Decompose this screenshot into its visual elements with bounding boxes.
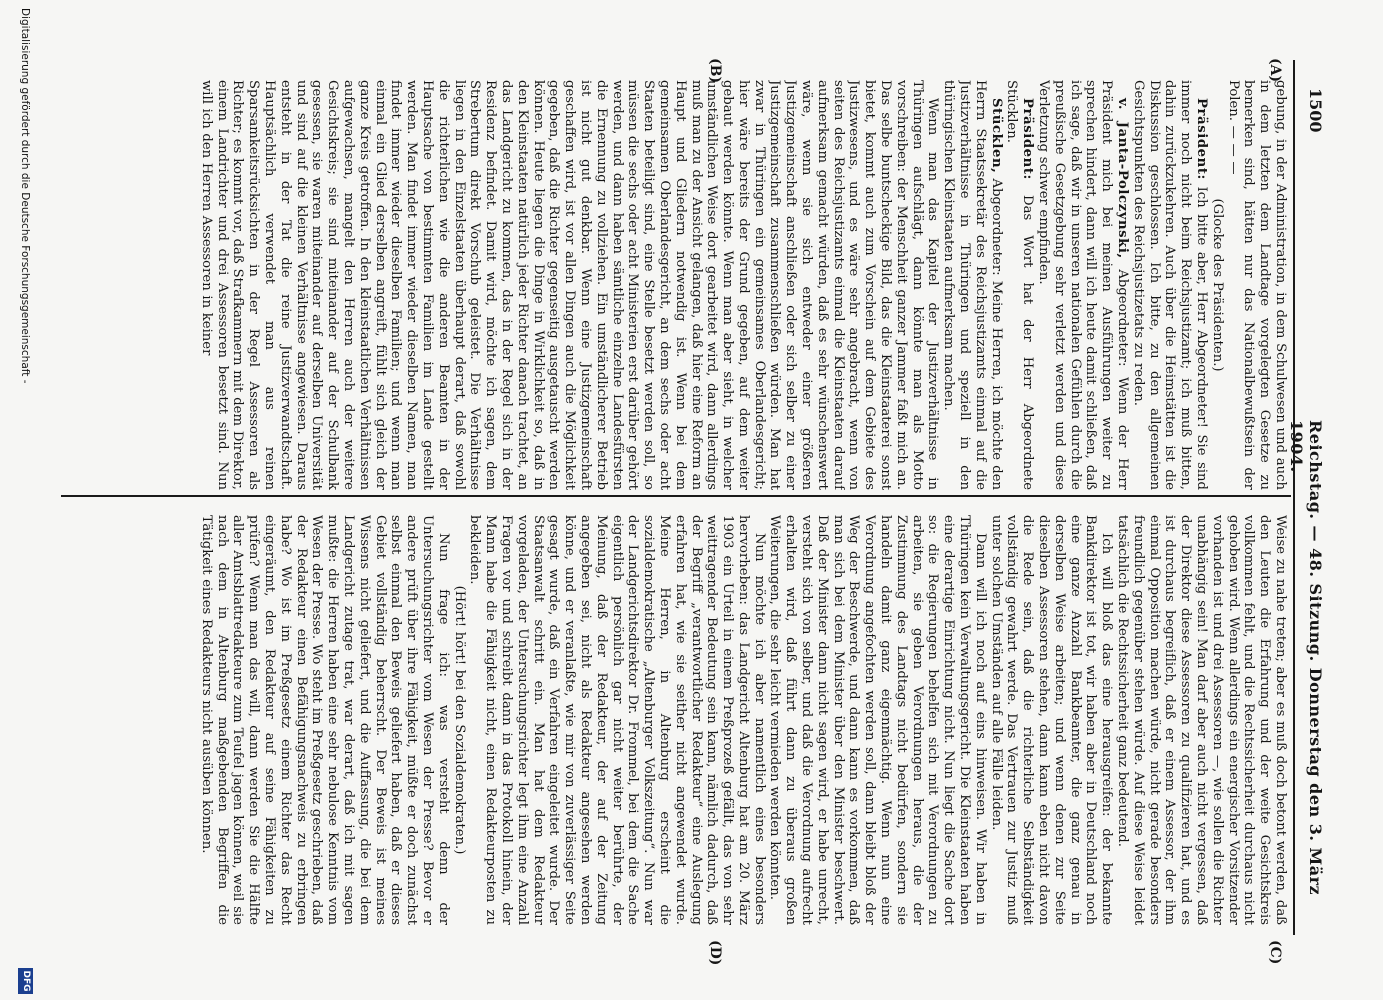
speech-paragraph [940, 80, 1003, 490]
speech-text: Das Wort hat der Herr Abgeordnete Stücklen. [1004, 80, 1036, 490]
right-text-column [63, 515, 1288, 925]
speech-text: Abgeordneter: Meine Herren, ich möchte den Herrn Staatssekretär des Reichsjustizamts einmal auf die Justizverhältnisse in Thüringen und speziell in den thüringischen Kleinstaaten aufmerksam machen. [941, 80, 1004, 490]
paragraph: gebung, in der Administration, in dem Schulwesen und auch in dem letzten dem Landtage vorgelegten Gesetze zu bemerken sind, hätten nur das Nationalbewußtsein der Polen. — — — [1225, 80, 1288, 490]
stage-direction: (Hört! hört! bei den Sozialdemokraten.) [451, 585, 467, 855]
header-rule [1293, 60, 1295, 935]
speech-paragraph [1004, 80, 1036, 490]
margin-marker-b: (B) [707, 58, 723, 84]
speech-text: Abgeordneter: Wenn der Herr Präsident mich bei meinen Ausführungen weiter zu sprechen hindert, dann will ich heute damit schließen, daß ich sage, daß wir in unseren nationalen Gefühlen durch die preußische Gesetzgebung sehr verletzt werden und diese Verletzung schwer empfinden. [1036, 80, 1131, 490]
speaker-name: Präsident: [1020, 98, 1036, 181]
page-header [1287, 60, 1325, 930]
speaker-name: Stücklen, [988, 98, 1004, 174]
margin-marker-d: (D) [707, 940, 723, 966]
dfg-logo: DFG [18, 968, 33, 994]
margin-marker-a: (A) [1267, 58, 1283, 83]
paragraph: Dann will ich noch auf eins hinweisen. Wir haben in Thüringen kein Verwaltungsgericht. Die Kleinstaaten haben eine derartige Einrichtung nicht. Nun liegt die Sache dort so: die Regierungen behelfen sich mit Verordnungen zu arbeiten, sie geben Verordnungen heraus, die der Zustimmung des Landtags nicht bedürfen, sondern sie handeln damit ganz eigenmächtig. Wenn nun eine Verordnung angefochten werden soll, dann bleibt bloß der Weg der Beschwerde, und dann kann es vorkommen, daß man sich bei dem Minister über den Minister beschwert. Daß der Minister dann nicht sagen wird, er habe unrecht, versteht sich von selber, und daß die Verordnung aufrecht erhalten wird, daß führt dann zu überaus großen Weiterungen, die sehr leicht vermieden werden könnten. [767, 515, 988, 925]
page-number: 1500 [1306, 88, 1325, 133]
stage-direction: (Glocke des Präsidenten.) [1209, 198, 1225, 372]
paragraph: Nun möchte ich aber namentlich eines besonders hervorheben: das Landgericht Altenburg hat am 20. März 1903 ein Urteil in einem Preßprozeß gefällt, das von sehr weittragender Bedeutung sein kann, nämlich dadurch, daß der Begriff „verantwortlicher Redakteur“ eine Auslegung erfahren hat, wie sie seither nicht angewendet wurde. Meine Herren, in Altenburg erscheint die sozialdemokratische „Altenburger Volkszeitung“. Nun war der Landgerichtsdirektor Dr. Frommel, bei dem die Sache eigentlich persönlich gar nicht weiter berührte, der Meinung, daß der Redakteur, der auf der Zeitung angegeben sei, nicht als Redakteur angesehen werden könne, und er veranlaßte, wie mir von zuverlässiger Seite gesagt wurde, daß ein Verfahren eingeleitet wurde. Der Staatsanwalt schritt ein. Man hat dem Redakteur vorgeladen, der Untersuchungsrichter legt ihm eine Anzahl Fragen vor und schreibt dann in das Protokoll hinein, der Mann habe die Fähigkeit nicht, einen Redakteurposten zu bekleiden. [467, 515, 767, 925]
column-divider [61, 495, 1291, 497]
left-text-column [63, 80, 1288, 490]
paragraph: Nun frage ich: was versteht denn der Untersuchungsrichter vom Wesen der Presse? Bevor er andere prüft über ihre Fähigkeit, müßte er doch zunächst selbst einmal den Beweis geliefert haben, daß er dieses Gebiet vollständig beherrscht. Der Beweis ist meines Wissens nicht geliefert, und die Auffassung, die bei dem Landgericht zutage trat, war derart, daß ich mit sagen mußte: die Herren haben eine sehr nebulose Kenntnis vom Wesen der Presse. Wo steht im Preßgesetz geschrieben, daß der Redakteur einen Befähigungsnachweis zu erbringen habe? Wo ist im Preßgesetz einem Richter das Recht eingeräumt, den Redakteur auf seine Fähigkeiten zu prüfen? Wenn man das will, dann werden Sie die Hälfte aller Amtsblattredakteure zum Teufel jagen können, weil sie nach dem in Altenburg maßgebenden Begriffen die Tätigkeit eines Redakteurs nicht ausüben können. [198, 515, 451, 925]
speech-paragraph [1130, 80, 1209, 490]
paragraph: Weise zu nahe treten; aber es muß doch betont werden, daß den Leuten die Erfahrung und der weite Gesichtskreis vollkommen fehlt, und die Rechtssicherheit durchaus nicht gehoben wird. Wenn allerdings ein energischer Vorsitzender vorhanden ist und drei Assessoren —, wie sollen die Richter unabhängig sein! Man darf aber auch nicht vergessen, daß der Direktor diese Assessoren zu qualifizieren hat, und es ist durchaus begreiflich, daß er einem Assessor, der ihm einmal Opposition machen würde, nicht gerade besonders freundlich gegenüber stehen würde. Auf diese Weise leidet tatsächlich die Rechtssicherheit ganz bedeutend. [1115, 515, 1288, 925]
speech-text: Ich bitte aber, Herr Abgeordneter! Sie sind immer noch nicht beim Reichsjustizamt; ich muß bitten, dahin zurückzukehren. Auch über die Heimstätten ist die Diskussion geschlossen. Ich bitte, zu den allgemeinen Gesichtspunkten des Reichsjustizetats zu reden. [1130, 80, 1210, 490]
speaker-name: Präsident: [1194, 98, 1210, 181]
page-footer [11, 0, 35, 1000]
margin-marker-c: (C) [1267, 940, 1283, 965]
page-title: Reichstag. — 48. Sitzung. Donnerstag den 3. März 1904. [1287, 420, 1325, 896]
paragraph: Wenn man das Kapitel der Justizverhältnisse in Thüringen aufschlägt, dann könnte man als Motto vorschreiben: der Menschheit ganzer Jammer faßt mich an. Das selbe buntscheckige Bild, das die Kleinstaaterei sonst bietet, kommt auch zum Vorschein auf dem Gebiete des Justizwesens, und es wäre sehr angebracht, wenn von seiten des Reichsjustizamts einmal die Kleinstaaten darauf aufmerksam gemacht würden, daß es sehr wünschenswert wäre, wenn sie sich entweder einer größeren Justizgemeinschaft anschließen oder sich selber zu einer Justizgemeinschaft zusammenschließen würden. Man hat zwar in Thüringen ein gemeinsames Oberlandesgericht; hier wäre bereits der Grund gegeben, auf dem weiter gebaut werden könnte. Wenn man aber sieht, in welcher umständlichen Weise dort gearbeitet wird, dann allerdings muß man zu der Ansicht gelangen, daß hier eine Reform an Haupt und Gliedern notwendig ist. Wenn bei dem gemeinsamen Oberlandesgericht, an dem sechs oder acht Staaten beteiligt sind, eine Stelle besetzt werden soll, so müssen die sechs oder acht Ministerien erst darüber gehört werden, und dann haben sämtliche einzelne Landesfürsten die Ernennung zu vollziehen. Ein umständlicherer Betrieb ist nicht gut denkbar. Wenn eine Justizgemeinschaft geschaffen wird, ist vor allen Dingen auch die Möglichkeit gegeben, daß die Richter gegenseitig ausgetauscht werden können. Heute liegen die Dinge in Wirklichkeit so, daß in den Kleinstaaten natürlich jeder Richter danach trachtet, an das Landgericht zu kommen, das in der Regel sich in der Residenz befindet. Damit wird, möchte ich sagen, dem Strebertum direkt Vorschub geleistet. Die Verhältnisse liegen in den Einzelstaaten überhaupt derart, daß sowohl die richterlichen wie die anderen Beamten in der Hauptsache von bestimmten Familien im Lande gestellt werden. Man findet immer wieder dieselben Namen, man findet immer wieder dieselben Familien; und wenn man einmal ein Glied derselben angreift, fühlt sich gleich der ganze Kreis getroffen. In den kleinstaatlichen Verhältnissen aufgewachsen, mangelt den Herren auch der weitere Gesichtskreis; sie sind miteinander auf der Schulbank gesessen, sie waren miteinander auf derselben Universität und sind auf die kleinen Verhältnisse angewiesen. Daraus entsteht in der Tat die reine Justizverwandtschaft. Hauptsächlich verwendet man aus reinen Sparsamkeitsrücksichten in der Regel Assessoren als Richter; es kommt vor, daß Strafkammern mit dem Direktor, einem Landrichter und drei Assessoren besetzt sind. Nun will ich den Herren Assessoren in keiner [198, 80, 941, 490]
speech-paragraph [1035, 80, 1130, 490]
paragraph: Ich will bloß das eine herausgreifen: der bekannte Bankdirektor ist tot, wir haben aber in Deutschland noch eine ganze Anzahl Bankbeamter, die ganz genau in derselben Weise arbeiten; und wenn denen zur Seite dieselben Assessoren stehen, dann kann eben nicht davon die Rede sein, daß die richterliche Selbständigkeit vollständig gewahrt werde. Das Vertrauen zur Justiz muß unter solchen Umständen auf alle Fälle leiden. [988, 515, 1115, 925]
speaker-name: v. Janta-Polczynski, [1115, 98, 1131, 259]
footer-credit-text: Digitalisierung gefördert durch die Deutsche Forschungsgemeinschaft - [19, 8, 31, 384]
